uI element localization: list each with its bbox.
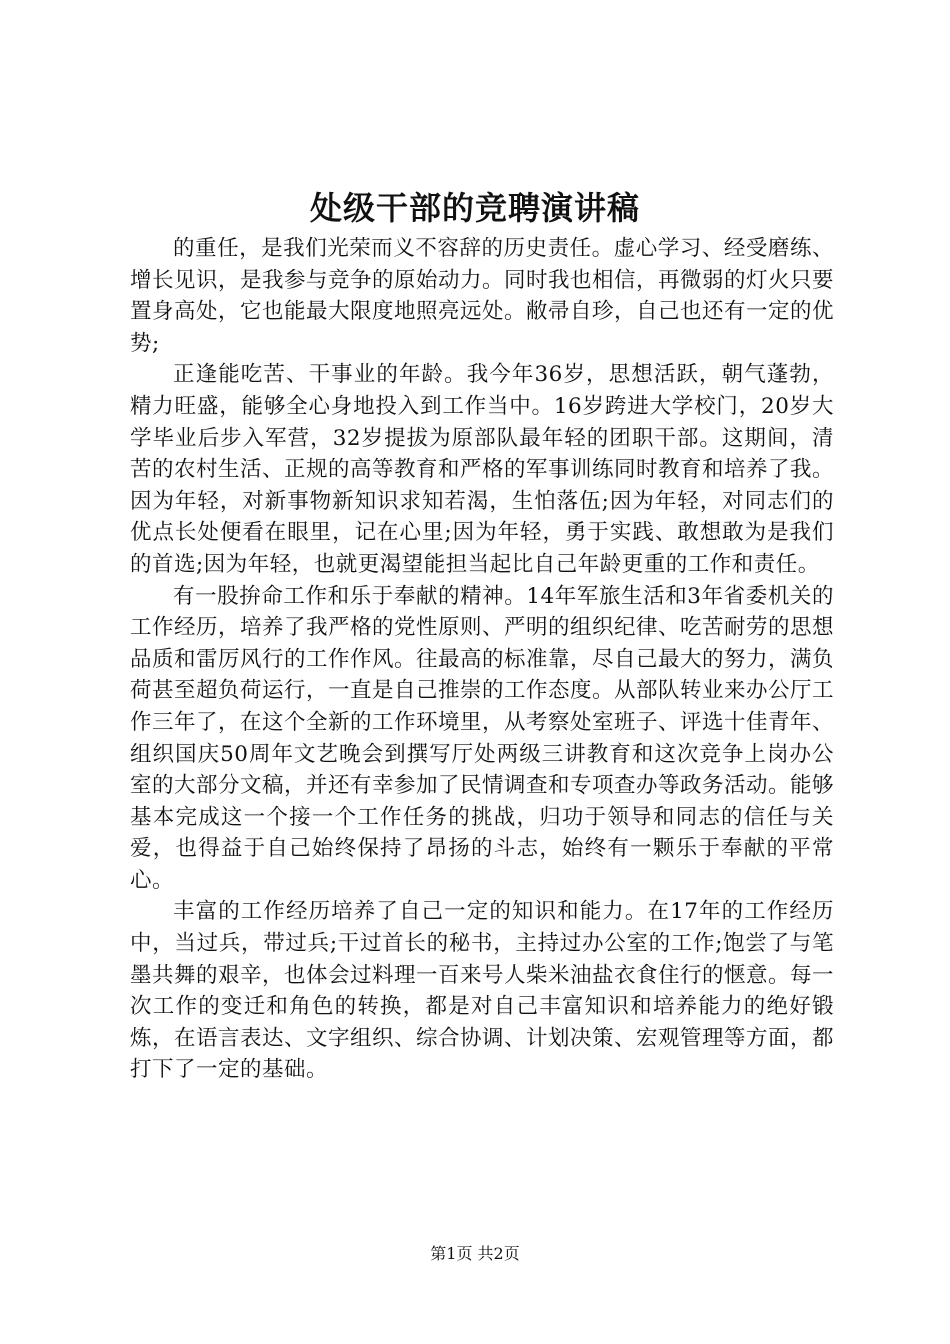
paragraph-3: 有一股拚命工作和乐于奉献的精神。14年军旅生活和3年省委机关的工作经历，培养了我严格的党性原则、严明的组织纪律、吃苦耐劳的思想品质和雷厉风行的工作作风。往最高的标准靠，尽自己最大的努力，满负荷甚至超负荷运行，一直是自己推崇的工作态度。从部队转业来办公厅工作三年了，在这个全新的工作环境里，从考察处室班子、评选十佳青年、组织国庆50周年文艺晚会到撰写厅处两级三讲教育和这次竞争上岗办公室的大部分文稿，并还有幸参加了民情调查和专项查办等政务活动。能够基本完成这一个接一个工作任务的挑战，归功于领导和同志的信任与关爱，也得益于自己始终保持了昂扬的斗志，始终有一颗乐于奉献的平常心。 <box>130 583 835 893</box>
document-title: 处级干部的竞聘演讲稿 <box>309 189 640 227</box>
paragraph-1: 的重任，是我们光荣而义不容辞的历史责任。虚心学习、经受磨练、增长见识，是我参与竞争的原始动力。同时我也相信，再微弱的灯火只要置身高处，它也能最大限度地照亮远处。敝帚自珍，自己也还有一定的优势; <box>130 236 835 356</box>
page-footer: 第1页 共2页 <box>430 1244 520 1263</box>
paragraph-2: 正逢能吃苦、干事业的年龄。我今年36岁，思想活跃，朝气蓬勃，精力旺盛，能够全心身地投入到工作当中。16岁跨进大学校门，20岁大学毕业后步入军营，32岁提拔为原部队最年轻的团职干部。这期间，清苦的农村生活、正规的高等教育和严格的军事训练同时教育和培养了我。因为年轻，对新事物新知识求知若渴，生怕落伍;因为年轻，对同志们的优点长处便看在眼里，记在心里;因为年轻，勇于实践、敢想敢为是我们的首选;因为年轻，也就更渴望能担当起比自己年龄更重的工作和责任。 <box>130 362 835 577</box>
document-body <box>130 233 834 1086</box>
paragraph-4: 丰富的工作经历培养了自己一定的知识和能力。在17年的工作经历中，当过兵，带过兵;干过首长的秘书，主持过办公室的工作;饱尝了与笔墨共舞的艰辛，也体会过料理一百来号人柴米油盐衣食住行的惬意。每一次工作的变迁和角色的转换，都是对自己丰富知识和培养能力的绝好锻炼，在语言表达、文字组织、综合协调、计划决策、宏观管理等方面，都打下了一定的基础。 <box>130 899 835 1083</box>
